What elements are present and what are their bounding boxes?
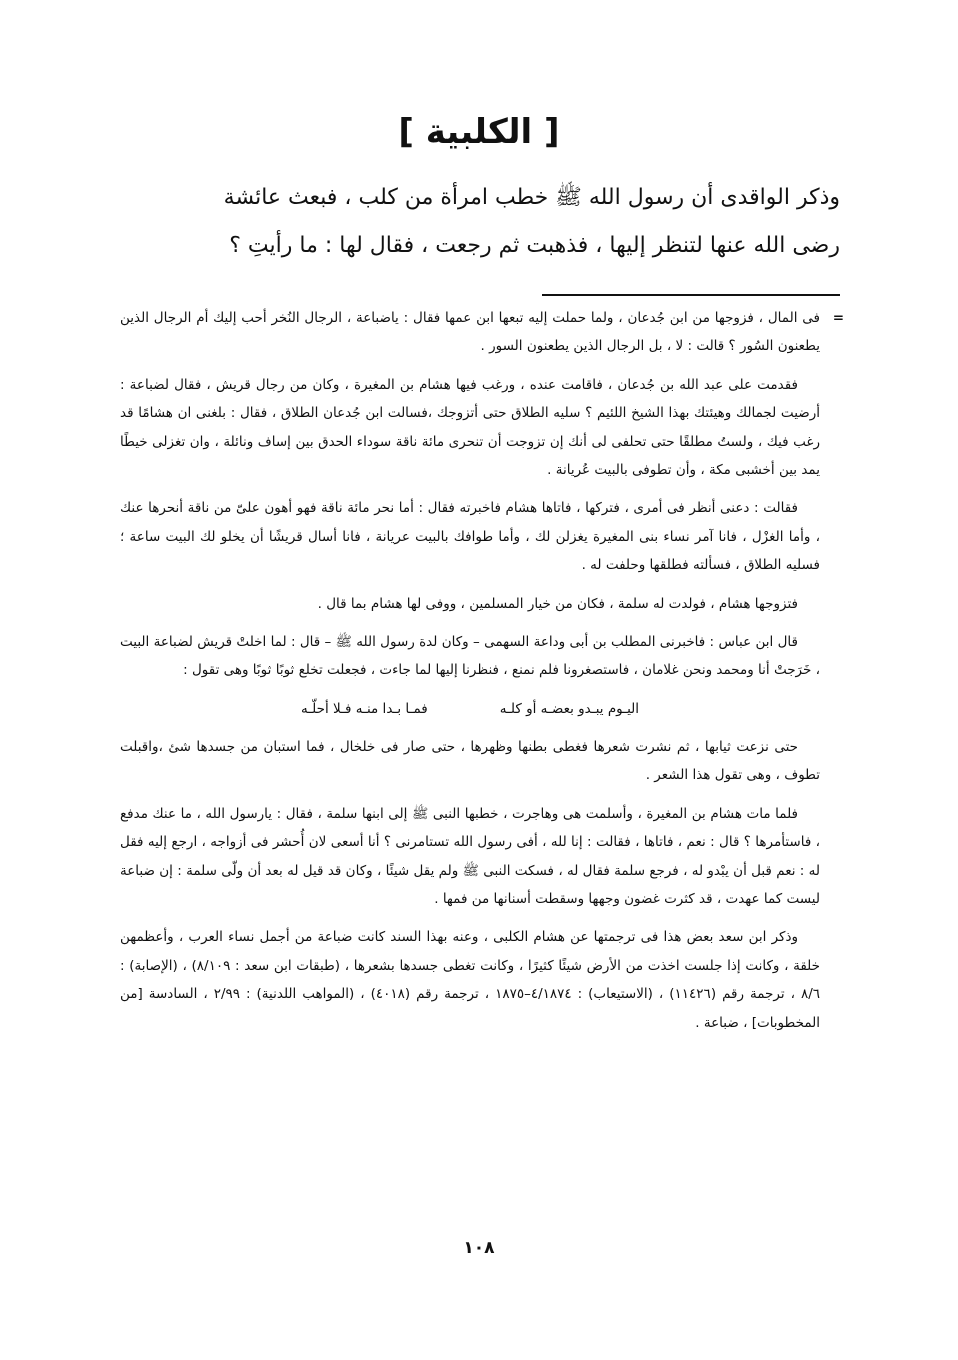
- section-heading: [ الكلبية ]: [398, 112, 560, 152]
- footnote-paragraph-6: حتى نزعت ثيابها ، ثم نشرت شعرها فغطى بطنها وظهرها ، حتى صار فى خلخال ، فما استبان من جسدها شئ ،واقبلت تطوف ، وهى تقول هذا الشعر .: [120, 738, 820, 784]
- verse-hemistich-2: فمـا بـدا منـه فـلا أحلّـه: [300, 700, 428, 717]
- page-number: ١٠٨: [463, 1238, 495, 1258]
- footnote-paragraph-8: وذكر ابن سعد بعض هذا فى ترجمتها عن هشام الكلبى ، وعنه بهذا السند كانت ضباعة من أجمل نساء العرب ، وأعظمهن خلقة ، وكانت إذا جلست اخذت من الأرض شيئًا كثيرًا ، وكانت تغطى جسدها بشعرها ، (طبقات ابن سعد : ٨/١٠٩) ، (الإصابة) : ٨/٦ ، ترجمة رقم (١١٤٢٦) ، (الاستيعاب) : ٤/١٨٧٤–١٨٧٥ ، ترجمة رقم (٤٠١٨) ، (المواهب اللدنية) : ٢/٩٩ ، السادسة [من المخطوبات] ، ضباعة .: [120, 929, 821, 1031]
- main-text: [120, 174, 840, 270]
- footnote-separator: [542, 294, 840, 296]
- footnote-paragraph-1: [120, 304, 844, 361]
- verse-hemistich-1: اليـوم يبـدو بعضـه أو كلـه: [499, 700, 640, 717]
- footnote-paragraph-5: قال ابن عباس : فاخبرنى المطلب بن أبى وداعة السهمى – وكان لدة رسول الله ﷺ – قال : لما اخلتْ قريش لضباعة البيت ، خَرَجتْ أنا ومحمد ونحن غلامان ، فاستصغرونا فلم نمنع ، فنظرنا إليها لما جاءت ، فجعلت تخلع ثوبًا ثوبًا وهى تقول :: [120, 634, 820, 679]
- footnote-paragraph-4: فتزوجها هشام ، فولدت له سلمة ، فكان من خيار المسلمين ، ووفى لها هشام بما قال .: [317, 595, 798, 612]
- continuation-mark: =: [832, 310, 844, 326]
- footnote-paragraph-7: فلما مات هشام بن المغيرة ، وأسلمت هى وهاجرت ، خطبها النبى ﷺ إلى ابنها سلمة ، فقال : يارسول الله ، ما عنك مدفع ، فاستأمرها ؟ قال : نعم ، فاتاها ، فقالت : إنا لله ، أفى رسول الله تستامرنى ؟ أنا أسعى لان أُحشر فى أزواجه ، ارجع إليه فقل له : نعم قبل أن يبْدو له ، فرجع سلمة فقال له ، فسكت النبى ﷺ ولم يقل شيئًا ، وكان قد قيل له بعد أن ولّى سلمة : إن ضباعة ليست كما عهدت ، قد كثرت غضون وجهها وسقطت أسنانها من فمها .: [120, 805, 820, 907]
- footnote-paragraph-1-text: فى المال ، فزوجها من ابن جُدعان ، ولما حملت إليه تبعها ابن عمها فقال : ياضباعة ، الرجال النُخر أحب إليك أم الرجال الذين يطعنون السُور ؟ قالت : لا ، بل الرجال الذين يطعنون السور .: [120, 310, 820, 355]
- footnote-paragraph-3: فقالت : دعنى أنظر فى أمرى ، فتركها ، فاتاها هشام فاخبرته فقال : أما نحر مائة ناقة فهو أهون علىّ من ناقة أنحرها عنك ، وأما الغزْل ، فانا آمر نساء بنى المغيرة يغزلن لك ، وأما طوافك بالبيت عريانة ، فانا أسال قريشًا أن يخلو لك البيت ساعة ؛ فسليه الطلاق ، فسألته فطلقها وحلفت له .: [120, 500, 820, 574]
- main-text-line-1: وذكر الواقدى أن رسول الله ﷺ خطب امرأة من كلب ، فبعث عائشة: [223, 185, 840, 210]
- main-text-line-2: رضى الله عنها لتنظر إليها ، فذهبت ثم رجعت ، فقال لها : ما رأيتِ ؟: [229, 233, 840, 258]
- footnote-paragraph-2: فقدمت على عبد الله بن جُدعان ، فاقامت عنده ، ورغب فيها هشام بن المغيرة ، وكان من رجال قريش ، فقال لضباعة : أرضيت لجمالك وهيئتك بهذا الشيخ اللئيم ؟ سليه الطلاق حتى أتزوجك ،فسالت ابن جُدعان الطلاق ، فقال : بلغنى ان هشامًا قد رغب فيك ، ولستُ مطلقًا حتى تحلفى لى أنك إن تزوجت أن تنحرى مائة ناقة سوداء الحدق بين إساف ونائلة ، وان تغزلى خيطًا يمد بين أخشبى مكة ، وأن تطوفى بالبيت عُريانة .: [120, 376, 820, 479]
- footnotes: [120, 304, 844, 1047]
- poetry-verse: [120, 695, 820, 723]
